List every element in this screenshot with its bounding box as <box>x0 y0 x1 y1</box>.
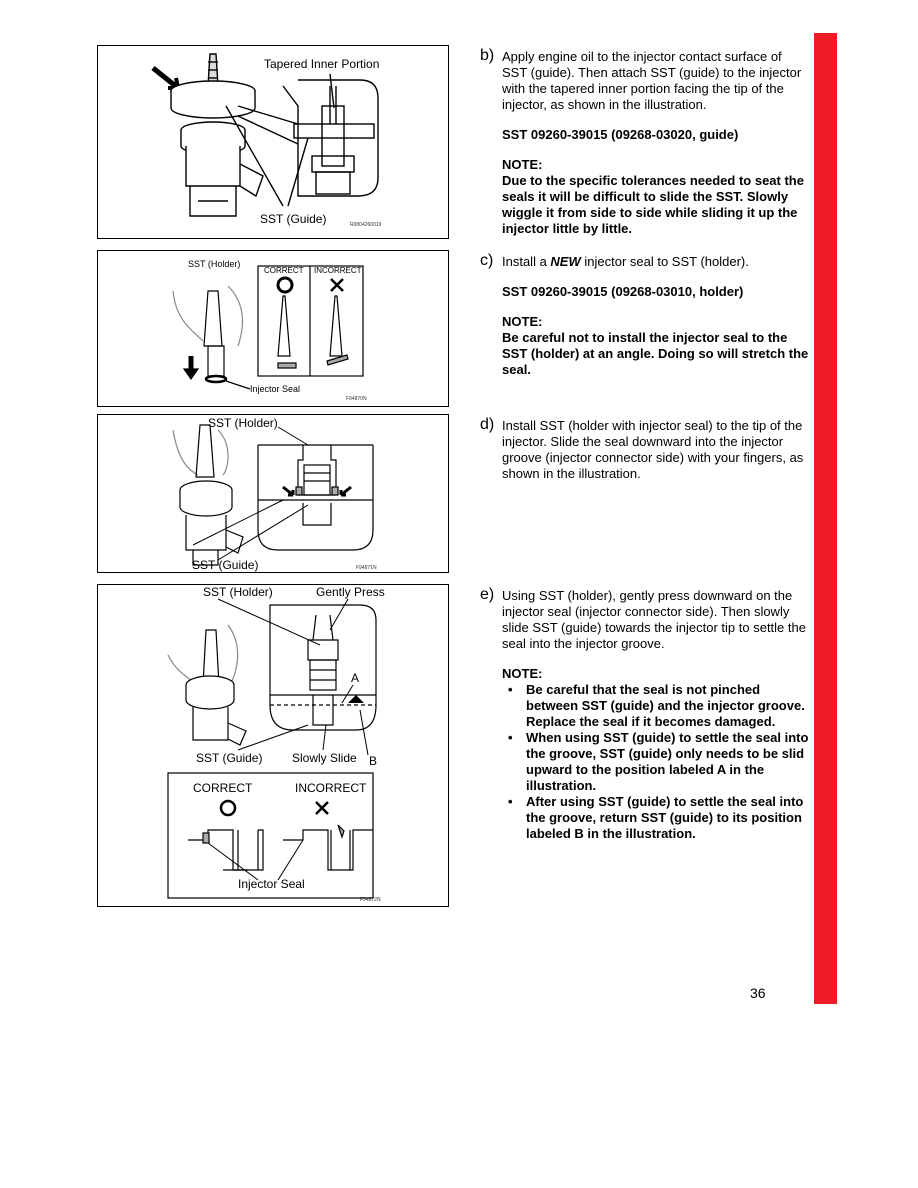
step-letter: c) <box>480 252 494 269</box>
figure-guide-attach-drawing <box>98 46 448 238</box>
step-c <box>480 254 810 378</box>
step-letter: e) <box>480 586 495 603</box>
label-b: B <box>369 754 378 768</box>
note-text: Be careful not to install the injector seal to the SST (holder) at an angle. Doing so will stretch the seal. <box>502 330 809 377</box>
note-bullet: • After using SST (guide) to settle the seal into the groove, return SST (guide) to its position labeled B in the illustration. <box>508 794 804 841</box>
note-text: Due to the specific tolerances needed to seat the seals it will be difficult to slide the SST. Slowly wiggle it from side to side while sliding it up the injector little by little. <box>502 173 804 236</box>
step-e <box>480 588 810 842</box>
figure-code: F94871N <box>356 565 377 571</box>
label-injector-seal: Injector Seal <box>250 384 301 394</box>
figure-holder-install-drawing <box>98 415 448 572</box>
label-slowly-slide: Slowly Slide <box>292 751 357 765</box>
label-correct: CORRECT <box>193 781 253 795</box>
step-text-post: injector seal to SST (holder). <box>580 254 749 269</box>
label-sst-guide: SST (Guide) <box>260 212 327 226</box>
step-d <box>480 418 810 482</box>
label-sst-guide: SST (Guide) <box>196 751 263 765</box>
label-sst-guide: SST (Guide) <box>192 558 259 572</box>
note-bullet: • Be careful that the seal is not pinched between SST (guide) and the injector groove. Replace the seal if it becomes damaged. <box>508 682 805 729</box>
step-b <box>480 49 810 237</box>
note-bullet: • When using SST (guide) to settle the seal into the groove, SST (guide) only needs to be slid upward to the position labeled A in the illustration. <box>508 730 809 793</box>
figure-code: F94872N <box>360 897 381 903</box>
step-text: Using SST (holder), gently press downward on the injector seal (injector connector side). Then slowly slide SST (guide) towards the injector tip to settle the seal into the injector groove. <box>502 588 806 651</box>
label-sst-holder: SST (Holder) <box>188 259 241 269</box>
label-sst-holder: SST (Holder) <box>203 585 273 599</box>
figure-settle-seal <box>97 584 449 907</box>
figure-guide-attach <box>97 45 449 239</box>
label-incorrect: INCORRECT <box>314 266 362 275</box>
accent-bar <box>814 33 837 1004</box>
figure-code: F94870N <box>346 396 367 402</box>
step-text: Install SST (holder with injector seal) to the tip of the injector. Slide the seal downward into the injector groove (injector connector side) with your fingers, as shown in the illustration. <box>502 418 804 481</box>
label-incorrect: INCORRECT <box>295 781 367 795</box>
note-heading: NOTE: <box>502 314 543 329</box>
label-correct: CORRECT <box>264 266 304 275</box>
label-gently-press: Gently Press <box>316 585 385 599</box>
note-heading: NOTE: <box>502 666 543 681</box>
page-number: 36 <box>750 985 766 1001</box>
label-injector-seal: Injector Seal <box>238 877 305 891</box>
figure-code: R0804260019 <box>350 222 382 228</box>
figure-holder-install <box>97 414 449 573</box>
note-heading: NOTE: <box>502 157 543 172</box>
figure-seal-install <box>97 250 449 407</box>
sst-part-number: SST 09260-39015 (09268-03010, holder) <box>502 284 744 299</box>
step-text-pre: Install a <box>502 254 551 269</box>
label-a: A <box>351 671 360 685</box>
figure-settle-seal-drawing <box>98 585 448 906</box>
step-letter: d) <box>480 416 495 433</box>
label-sst-holder: SST (Holder) <box>208 416 278 430</box>
step-letter: b) <box>480 47 495 64</box>
sst-part-number: SST 09260-39015 (09268-03020, guide) <box>502 127 739 142</box>
label-tapered-inner-portion: Tapered Inner Portion <box>264 57 380 71</box>
note-bullets <box>502 682 810 842</box>
step-text <box>502 254 810 270</box>
emphasis-new: NEW <box>550 254 581 269</box>
step-text: Apply engine oil to the injector contact surface of SST (guide). Then attach SST (guide) to the injector with the tapered inner portion facing the tip of the injector, as shown in the illustration. <box>502 49 802 112</box>
